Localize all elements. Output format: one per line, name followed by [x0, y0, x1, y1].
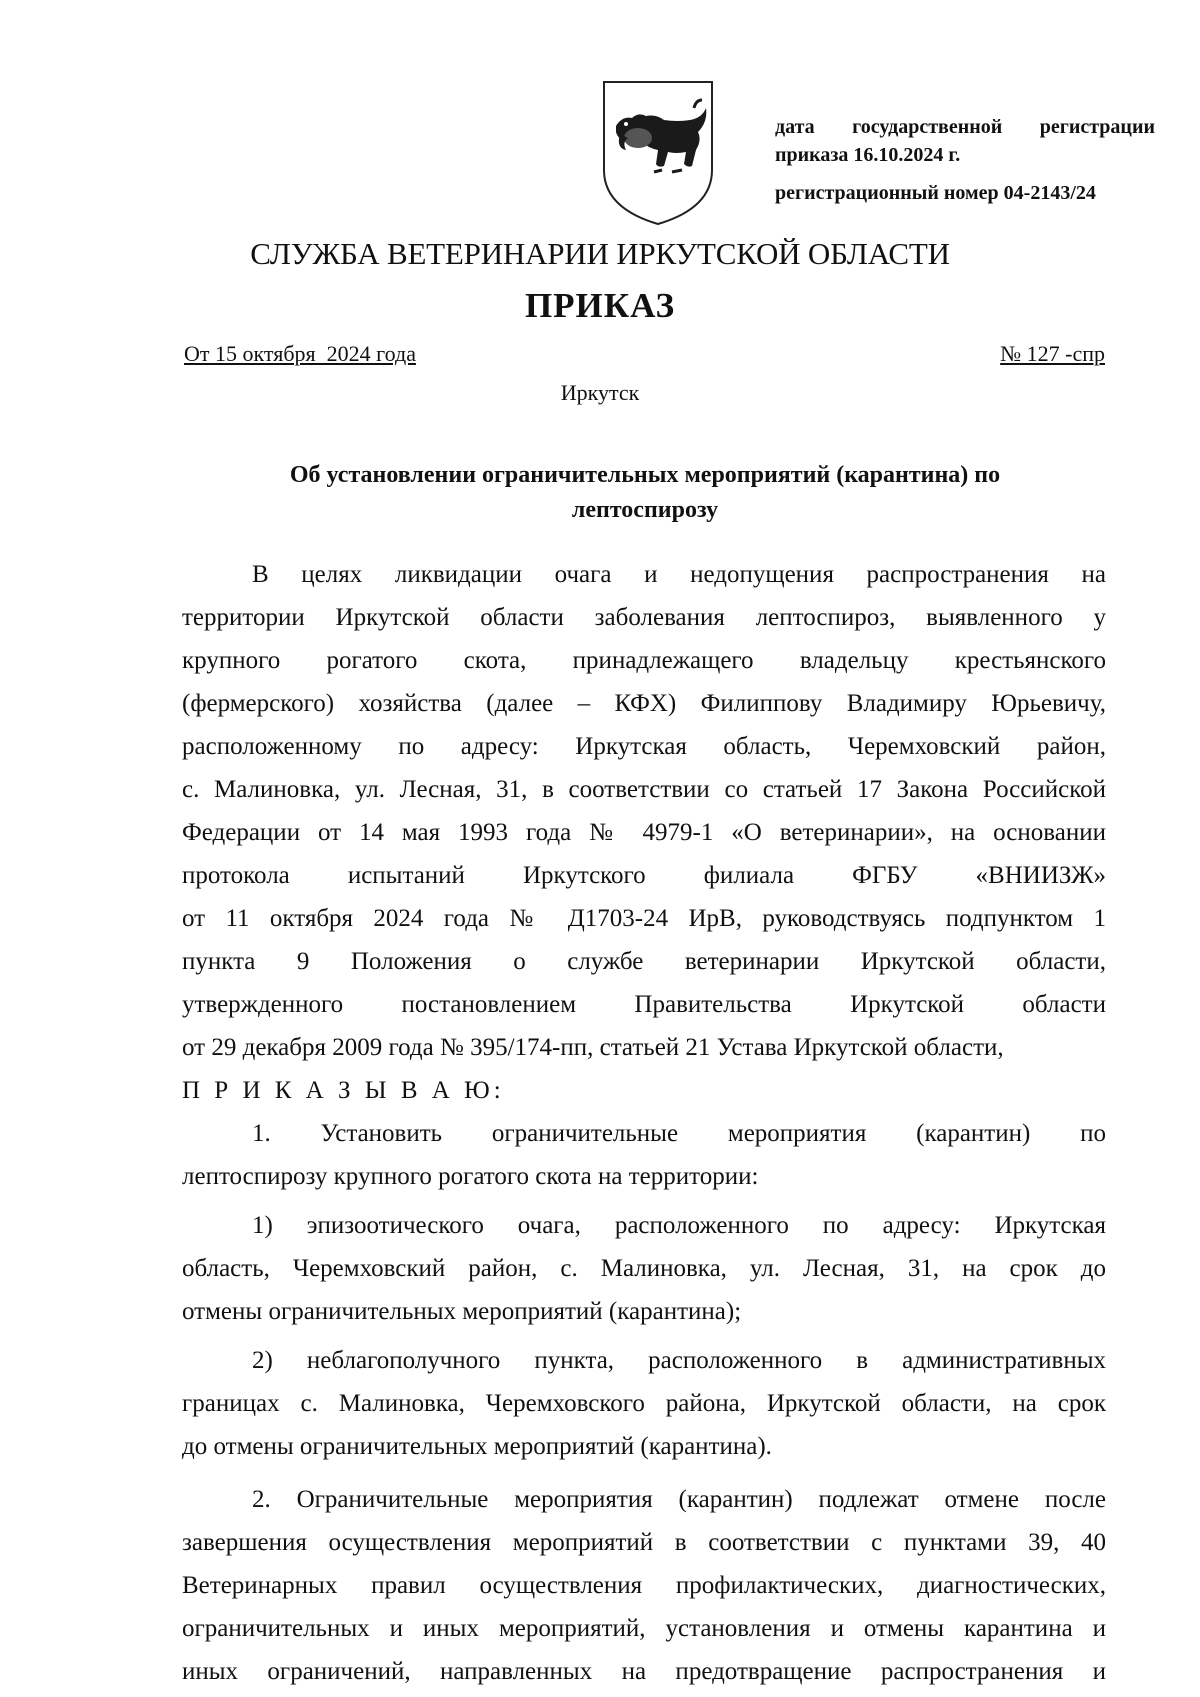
text-line: Федерации от 14 мая 1993 года № 4979-1 «О ветеринарии», на основании	[182, 819, 1106, 846]
text-line: с. Малиновка, ул. Лесная, 31, в соответствии со статьей 17 Закона Российской	[182, 776, 1106, 803]
document-title-line: Об установлении ограничительных мероприятий (карантина) по	[289, 462, 1001, 488]
coat-of-arms-emblem	[598, 78, 718, 228]
text-line: область, Черемховский район, с. Малиновка, ул. Лесная, 31, на срок до	[182, 1255, 1106, 1282]
text-line: 1. Установить ограничительные мероприятия (карантин) по	[252, 1120, 1106, 1147]
text-line: завершения осуществления мероприятий в соответствии с пунктами 39, 40	[182, 1529, 1106, 1556]
registration-block	[775, 113, 1155, 207]
text-line: 2) неблагополучного пункта, расположенного в административных	[252, 1347, 1106, 1374]
preamble-paragraph	[182, 553, 1106, 1112]
text-line: границах с. Малиновка, Черемховского района, Иркутской области, на срок	[182, 1390, 1106, 1417]
text-line: от 11 октября 2024 года № Д1703-24 ИрВ, руководствуясь подпунктом 1	[182, 905, 1106, 932]
order-item-2	[182, 1478, 1106, 1693]
document-title-line: лептоспирозу	[571, 497, 719, 523]
order-subitem-1	[182, 1204, 1106, 1333]
document-city: Иркутск	[560, 380, 640, 405]
document-type: ПРИКАЗ	[524, 286, 676, 325]
text-line: расположенному по адресу: Иркутская область, Черемховский район,	[182, 733, 1106, 760]
document-date: От 15 октября 2024 года	[184, 341, 416, 366]
registration-number: регистрационный номер 04-2143/24	[775, 182, 1096, 204]
registration-word: государственной	[852, 116, 1003, 138]
text-line: Ветеринарных правил осуществления профилактических, диагностических,	[182, 1572, 1106, 1599]
text-line: территории Иркутской области заболевания лептоспироз, выявленного у	[182, 604, 1106, 631]
text-line: до отмены ограничительных мероприятий (карантина).	[182, 1433, 772, 1460]
text-line: (фермерского) хозяйства (далее – КФХ) Филиппову Владимиру Юрьевичу,	[182, 690, 1106, 717]
text-line: 1) эпизоотического очага, расположенного по адресу: Иркутская	[252, 1212, 1106, 1239]
text-line: ограничительных и иных мероприятий, установления и отмены карантина и	[182, 1615, 1106, 1642]
text-line: отмены ограничительных мероприятий (карантина);	[182, 1298, 742, 1325]
order-keyword: П Р И К А З Ы В А Ю:	[182, 1077, 505, 1104]
order-subitem-2	[182, 1339, 1106, 1468]
registration-date-label	[775, 113, 1155, 141]
text-line: протокола испытаний Иркутского филиала ФГБУ «ВНИИЗЖ»	[182, 862, 1106, 889]
order-item-1	[182, 1112, 1106, 1198]
document-body	[182, 553, 1106, 1693]
document-title	[184, 458, 1106, 528]
registration-date: приказа 16.10.2024 г.	[775, 144, 961, 166]
text-line: иных ограничений, направленных на предотвращение распространения и	[182, 1658, 1106, 1685]
text-line: лептоспирозу крупного рогатого скота на территории:	[182, 1163, 759, 1190]
text-line: крупного рогатого скота, принадлежащего владельцу крестьянского	[182, 647, 1106, 674]
text-line: 2. Ограничительные мероприятия (карантин) подлежат отмене после	[252, 1486, 1106, 1513]
text-line: утвержденного постановлением Правительства Иркутской области	[182, 991, 1106, 1018]
text-line: от 29 декабря 2009 года № 395/174-пп, статьей 21 Устава Иркутской области,	[182, 1034, 1004, 1061]
agency-name: СЛУЖБА ВЕТЕРИНАРИИ ИРКУТСКОЙ ОБЛАСТИ	[250, 236, 950, 271]
registration-word: регистрации	[1039, 116, 1155, 138]
text-line: В целях ликвидации очага и недопущения распространения на	[252, 561, 1106, 588]
registration-word: дата	[775, 116, 815, 138]
document-number: № 127 -спр	[1000, 341, 1105, 366]
text-line: пункта 9 Положения о службе ветеринарии Иркутской области,	[182, 948, 1106, 975]
